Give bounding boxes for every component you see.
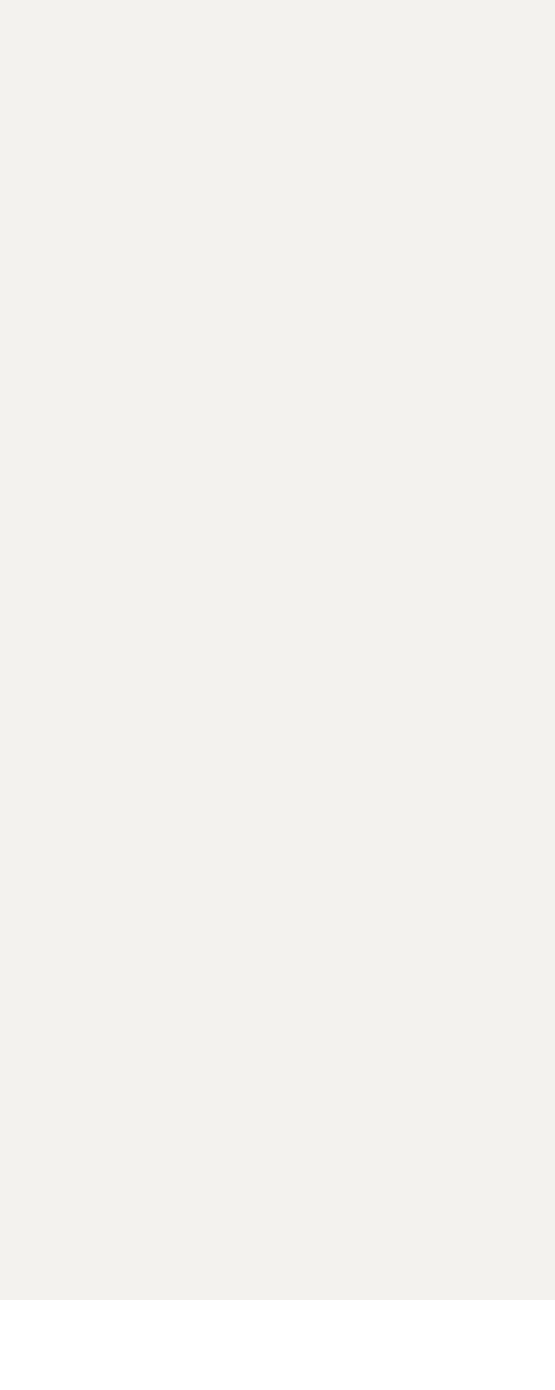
fleuron-border-top-icon (8, 4, 538, 48)
fleuron-border-right-icon (502, 4, 550, 1296)
document-content (8, 70, 496, 82)
bottom-white-band (0, 1300, 555, 1390)
